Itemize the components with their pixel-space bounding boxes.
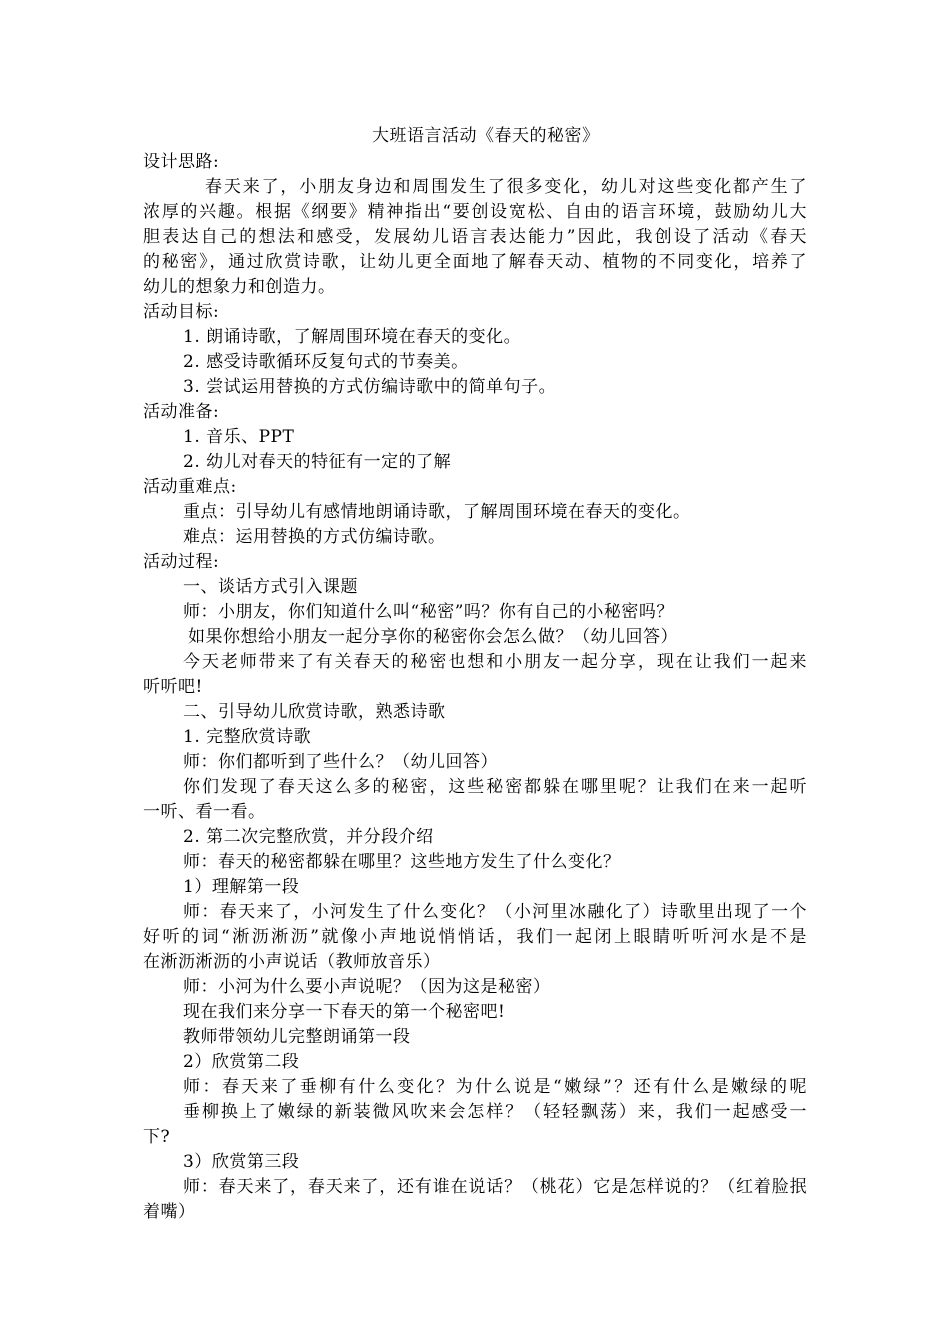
list-item: 2. 第二次完整欣赏，并分段介绍 [183, 827, 434, 847]
list-item: 1. 完整欣赏诗歌 [183, 727, 312, 747]
paragraph-line: 一听、看一看。 [143, 802, 266, 822]
heading-preparation: 活动准备: [143, 402, 220, 422]
paragraph-line: 好听的词“淅沥淅沥”就像小声地说悄悄话，我们一起闭上眼睛听听河水是不是 [143, 927, 807, 947]
list-item: 3. 尝试运用替换的方式仿编诗歌中的简单句子。 [183, 377, 557, 397]
paragraph-line: 你们发现了春天这么多的秘密，这些秘密都躲在哪里呢？让我们在来一起听 [183, 777, 807, 797]
paragraph-line: 下? [143, 1127, 171, 1147]
heading-objectives: 活动目标: [143, 302, 220, 322]
paragraph-line: 师：小朋友，你们知道什么叫“秘密”吗？你有自己的小秘密吗？ [183, 602, 674, 622]
subsection-heading: 2）欣赏第二段 [183, 1052, 300, 1072]
paragraph-line: 重点：引导幼儿有感情地朗诵诗歌，了解周围环境在春天的变化。 [183, 502, 691, 522]
subsection-heading: 1）理解第一段 [183, 877, 300, 897]
paragraph-line: 师：小河为什么要小声说呢？（因为这是秘密） [183, 977, 551, 997]
list-item: 1. 音乐、PPT [183, 427, 295, 447]
paragraph-line: 的秘密》，通过欣赏诗歌，让幼儿更全面地了解春天动、植物的不同变化，培养了 [143, 252, 807, 272]
paragraph-line: 听听吧! [143, 677, 203, 697]
paragraph-line: 垂柳换上了嫩绿的新装微风吹来会怎样？（轻轻飘荡）来，我们一起感受一 [183, 1102, 807, 1122]
list-item: 1. 朗诵诗歌，了解周围环境在春天的变化。 [183, 327, 522, 347]
paragraph-line: 师：春天来了，小河发生了什么变化？（小河里冰融化了）诗歌里出现了一个 [183, 902, 807, 922]
paragraph-line: 浓厚的兴趣。根据《纲要》精神指出“要创设宽松、自由的语言环境，鼓励幼儿大 [143, 202, 807, 222]
heading-design-idea: 设计思路: [143, 152, 220, 172]
paragraph-line: 春天来了，小朋友身边和周围发生了很多变化，幼儿对这些变化都产生了 [205, 177, 807, 197]
paragraph-line: 在淅沥淅沥的小声说话（教师放音乐） [143, 952, 441, 972]
list-item: 2. 幼儿对春天的特征有一定的了解 [183, 452, 452, 472]
paragraph-line: 师：春天的秘密都躲在哪里？这些地方发生了什么变化？ [183, 852, 621, 872]
document-title: 大班语言活动《春天的秘密》 [372, 126, 600, 146]
paragraph-line: 现在我们来分享一下春天的第一个秘密吧! [183, 1002, 506, 1022]
paragraph-line: 师：你们都听到了些什么？（幼儿回答） [183, 752, 498, 772]
list-item: 2. 感受诗歌循环反复句式的节奏美。 [183, 352, 469, 372]
paragraph-line: 今天老师带来了有关春天的秘密也想和小朋友一起分享，现在让我们一起来 [183, 652, 807, 672]
paragraph-line: 师：春天来了垂柳有什么变化？为什么说是“嫩绿”？还有什么是嫩绿的呢 [183, 1077, 807, 1097]
paragraph-line: 教师带领幼儿完整朗诵第一段 [183, 1027, 411, 1047]
section-heading: 二、引导幼儿欣赏诗歌，熟悉诗歌 [183, 702, 446, 722]
paragraph-line: 难点：运用替换的方式仿编诗歌。 [183, 527, 446, 547]
subsection-heading: 3）欣赏第三段 [183, 1152, 300, 1172]
paragraph-line: 如果你想给小朋友一起分享你的秘密你会怎么做？（幼儿回答） [188, 627, 678, 647]
heading-process: 活动过程: [143, 552, 220, 572]
heading-key-points: 活动重难点: [143, 477, 237, 497]
paragraph-line: 师：春天来了，春天来了，还有谁在说话？（桃花）它是怎样说的？（红着脸抿 [183, 1177, 807, 1197]
section-heading: 一、谈话方式引入课题 [183, 577, 358, 597]
paragraph-line: 着嘴） [143, 1202, 196, 1222]
paragraph-line: 胆表达自己的想法和感受，发展幼儿语言表达能力”因此，我创设了活动《春天 [143, 227, 807, 247]
paragraph-line: 幼儿的想象力和创造力。 [143, 277, 336, 297]
